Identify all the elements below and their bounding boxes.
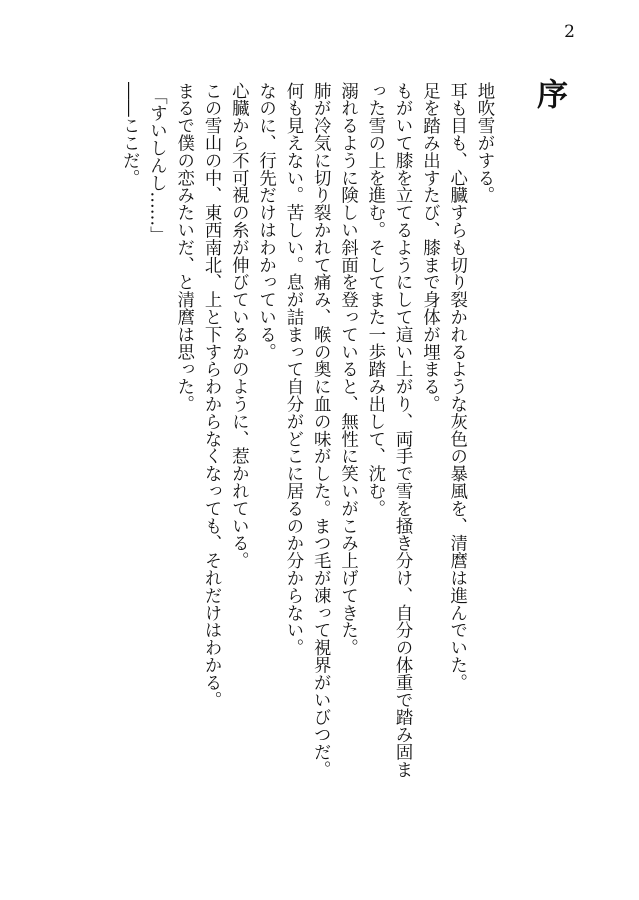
text-line: 心臓から不可視の糸が伸びているかのように、惹かれている。 (228, 82, 249, 570)
text-line: 耳も目も、心臓すらも切り裂かれるような灰色の暴風を、清麿は進んでいた。 (446, 82, 467, 691)
text-line: ――ここだ。 (119, 82, 140, 187)
text-line: この雪山の中、東西南北、上と下すらわからなくなっても、それだけはわかる。 (201, 82, 222, 709)
page-number: 2 (564, 22, 575, 42)
text-line: 溺れるように険しい斜面を登っていると、無性に笑いがこみ上げてきた。 (337, 82, 358, 657)
text-line: もがいて膝を立てるようにして這い上がり、両手で雪を掻き分け、自分の体重で踏み固ま (392, 82, 413, 778)
vertical-text-body (115, 82, 497, 874)
text-line: った雪の上を進む。そしてまた一歩踏み出して、沈む。 (364, 82, 385, 517)
text-line: 足を踏み出すたび、膝まで身体が埋まる。 (419, 82, 440, 413)
dialogue-line: 「すいしんし……」 (146, 87, 167, 244)
text-line: まるで僕の恋みたいだ、と清麿は思った。 (173, 82, 194, 413)
text-line: 地吹雪がする。 (474, 82, 494, 204)
chapter-title: 序 (531, 78, 567, 109)
text-line: 何も見えない。苦しい。息が詰まって自分がどこに居るのか分からない。 (282, 82, 303, 657)
text-line: 肺が冷気に切り裂かれて痛み、喉の奥に血の味がした。まつ毛が凍って視界がいびつだ。 (310, 82, 331, 778)
text-line: なのに、行先だけはわかっている。 (255, 82, 276, 361)
